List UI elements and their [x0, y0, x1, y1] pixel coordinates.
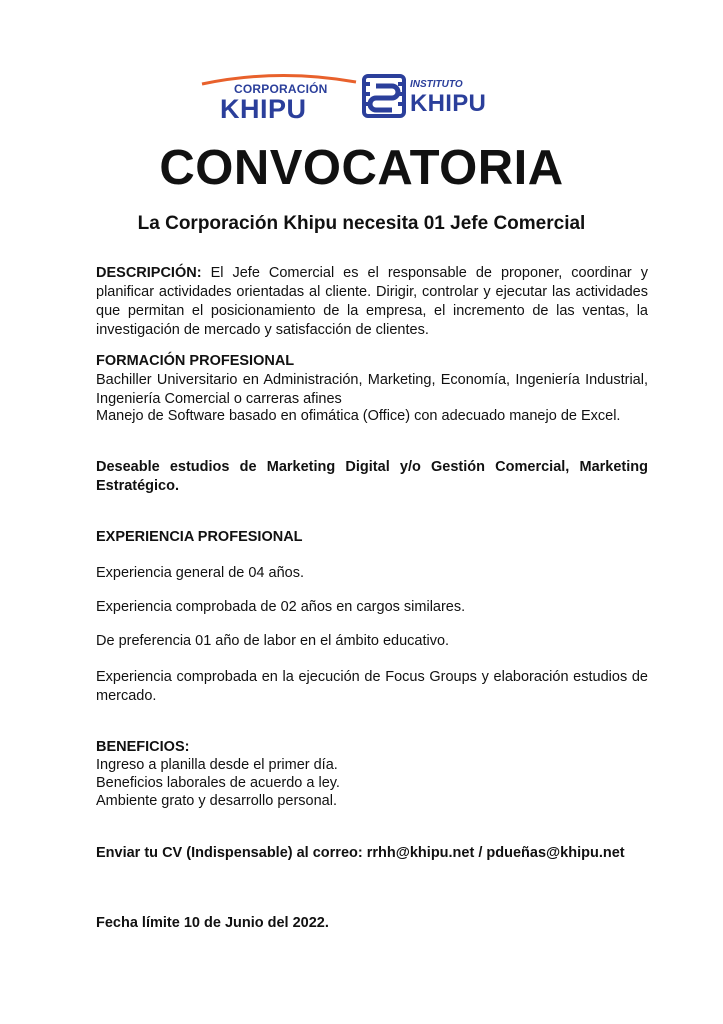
formacion-line-2: Manejo de Software basado en ofimática (Office) con adecuado manejo de Excel. — [96, 408, 621, 424]
deseable-note: Deseable estudios de Marketing Digital y/o Gestión Comercial, Marketing Estratégico. — [96, 459, 648, 494]
experiencia-heading: EXPERIENCIA PROFESIONAL — [96, 529, 303, 545]
page-subtitle: La Corporación Khipu necesita 01 Jefe Comercial — [137, 213, 586, 234]
descripcion-text: El Jefe Comercial es el responsable de proponer, coordinar y planificar actividades orientadas al cliente. Dirigir, controlar y ejecutar las actividades que permitan el posicionamiento de la empresa, el incremento de las ventas, la investigación de mercado y satisfacción de clientes. — [96, 265, 648, 338]
corporacion-khipu-wordmark: KHIPU — [220, 94, 307, 124]
beneficios-item: Ambiente grato y desarrollo personal. — [96, 793, 337, 809]
instituto-label: INSTITUTO — [410, 79, 463, 90]
corporacion-khipu-logo — [198, 70, 358, 126]
corporacion-label: CORPORACIÓN — [234, 82, 328, 96]
formacion-line-1: Bachiller Universitario en Administración, Marketing, Economía, Ingeniería Industrial, Ingeniería Comercial o carreras afines — [96, 372, 648, 407]
instituto-khipu-wordmark: KHIPU — [410, 90, 487, 117]
formacion-heading: FORMACIÓN PROFESIONAL — [96, 353, 295, 369]
beneficios-heading: BENEFICIOS: — [96, 739, 190, 755]
beneficios-item: Beneficios laborales de acuerdo a ley. — [96, 775, 340, 791]
experiencia-item: Experiencia comprobada en la ejecución de Focus Groups y elaboración estudios de mercado. — [96, 669, 648, 704]
page-title: CONVOCATORIA — [159, 141, 564, 195]
experiencia-item: Experiencia general de 04 años. — [96, 565, 304, 581]
enviar-cv-instruction: Enviar tu CV (Indispensable) al correo: rrhh@khipu.net / pdueñas@khipu.net — [96, 845, 625, 861]
descripcion-label: DESCRIPCIÓN: — [96, 265, 202, 281]
fecha-limite: Fecha límite 10 de Junio del 2022. — [96, 915, 329, 931]
experiencia-item: De preferencia 01 año de labor en el ámbito educativo. — [96, 633, 450, 649]
descripcion-paragraph — [96, 264, 648, 340]
instituto-khipu-logo — [362, 70, 528, 126]
experiencia-item: Experiencia comprobada de 02 años en cargos similares. — [96, 599, 466, 615]
beneficios-item: Ingreso a planilla desde el primer día. — [96, 757, 338, 773]
instituto-emblem-icon — [362, 74, 406, 118]
logos-header — [198, 70, 528, 126]
